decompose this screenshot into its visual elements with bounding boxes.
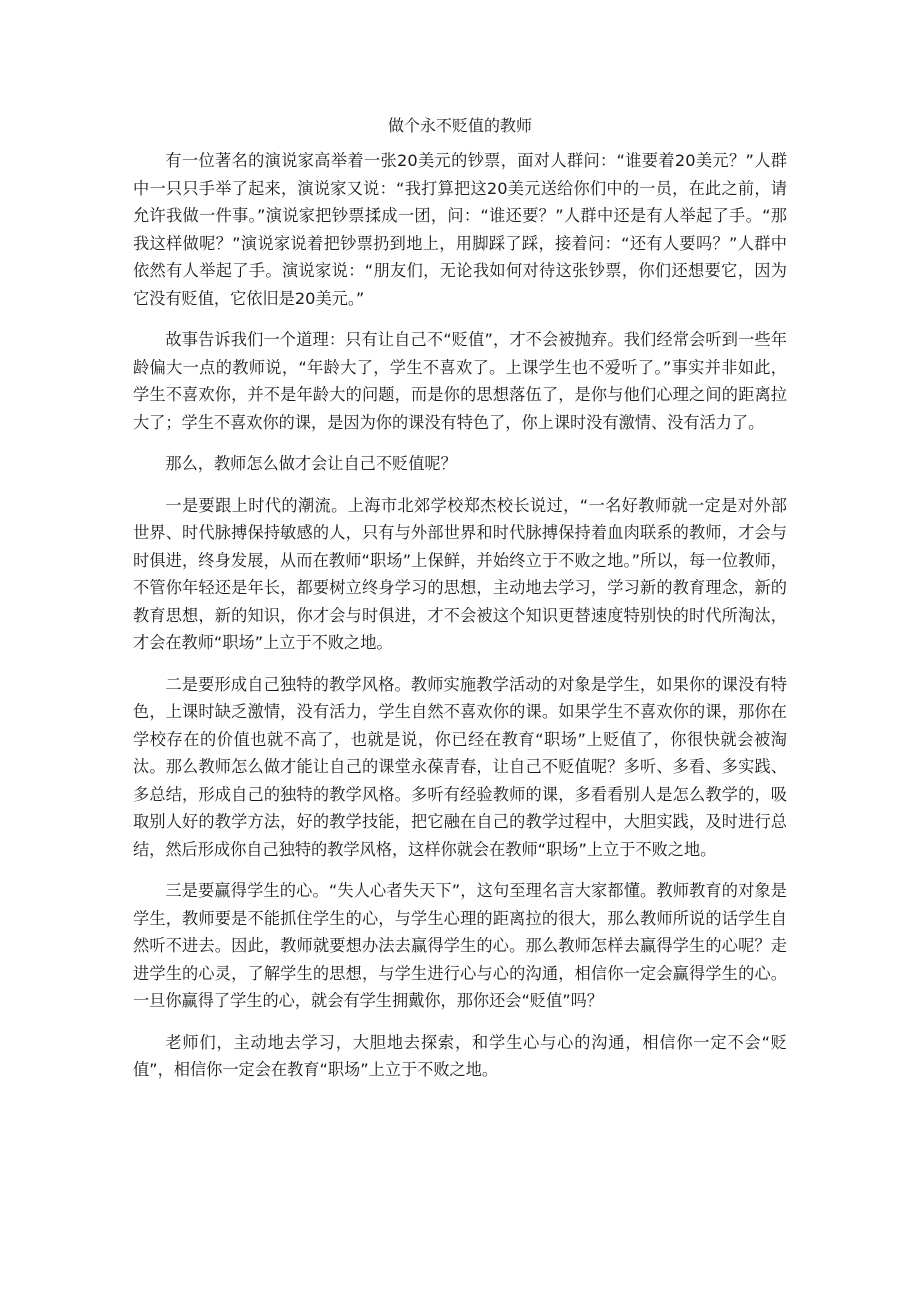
paragraph-5: 二是要形成自己独特的教学风格。教师实施教学活动的对象是学生，如果你的课没有特色，上课时缺乏激情，没有活力，学生自然不喜欢你的课。如果学生不喜欢你的课，那你在学校存在的价值也就不高了，也就是说，你已经在教育“职场”上贬值了，你很快就会被淘汰。那么教师怎么做才能让自己的课堂永葆青春，让自己不贬值呢？多听、多看、多实践、多总结，形成自己的独特的教学风格。多听有经验教师的课，多看看别人是怎么教学的，吸取别人好的教学方法，好的教学技能，把它融在自己的教学过程中，大胆实践，及时进行总结，然后形成你自己独特的教学风格，这样你就会在教师“职场”上立于不败之地。: [133, 674, 787, 859]
paragraph-7: 老师们，主动地去学习，大胆地去探索，和学生心与心的沟通，相信你一定不会“贬值”，相信你一定会在教育“职场”上立于不败之地。: [133, 1032, 787, 1079]
paragraph-1: 有一位著名的演说家高举着一张20美元的钞票，面对人群问：“谁要着20美元？”人群中一只只手举了起来，演说家又说：“我打算把这20美元送给你们中的一员，在此之前，请允许我做一件事。”演说家把钞票揉成一团，问：“谁还要？”人群中还是有人举起了手。“那我这样做呢？”演说家说着把钞票扔到地上，用脚踩了踩，接着问：“还有人要吗？”人群中依然有人举起了手。演说家说：“朋友们，无论我如何对待这张钞票，你们还想要它，因为它没有贬值，它依旧是20美元。”: [133, 151, 787, 308]
paragraph-2: 故事告诉我们一个道理：只有让自己不“贬值”，才不会被抛弃。我们经常会听到一些年龄偏大一点的教师说，“年龄大了，学生不喜欢了。上课学生也不爱听了。”事实并非如此，学生不喜欢你，并不是年龄大的问题，而是你的思想落伍了，是你与他们心理之间的距离拉大了；学生不喜欢你的课，是因为你的课没有特色了，你上课时没有激情、没有活力了。: [133, 330, 787, 432]
paragraph-3: 那么，教师怎么做才会让自己不贬值呢？: [165, 454, 457, 473]
document-title: 做个永不贬值的教师: [387, 116, 532, 135]
document-body: [133, 147, 787, 1098]
paragraph-6: 三是要赢得学生的心。“失人心者失天下”，这句至理名言大家都懂。教师教育的对象是学生，教师要是不能抓住学生的心，与学生心理的距离拉的很大，那么教师所说的话学生自然听不进去。因此，教师就要想办法去赢得学生的心。那么教师怎样去赢得学生的心呢？走进学生的心灵，了解学生的思想，与学生进行心与心的沟通，相信你一定会赢得学生的心。一旦你赢得了学生的心，就会有学生拥戴你，那你还会“贬值”吗？: [133, 881, 787, 1010]
paragraph-4: 一是要跟上时代的潮流。上海市北郊学校郑杰校长说过，“一名好教师就一定是对外部世界、时代脉搏保持敏感的人，只有与外部世界和时代脉搏保持着血肉联系的教师，才会与时俱进，终身发展，从而在教师“职场”上保鲜，并始终立于不败之地。”所以，每一位教师，不管你年轻还是年长，都要树立终身学习的思想，主动地去学习，学习新的教育理念，新的教育思想，新的知识，你才会与时俱进，才不会被这个知识更替速度特别快的时代所淘汰，才会在教师“职场”上立于不败之地。: [133, 495, 787, 652]
